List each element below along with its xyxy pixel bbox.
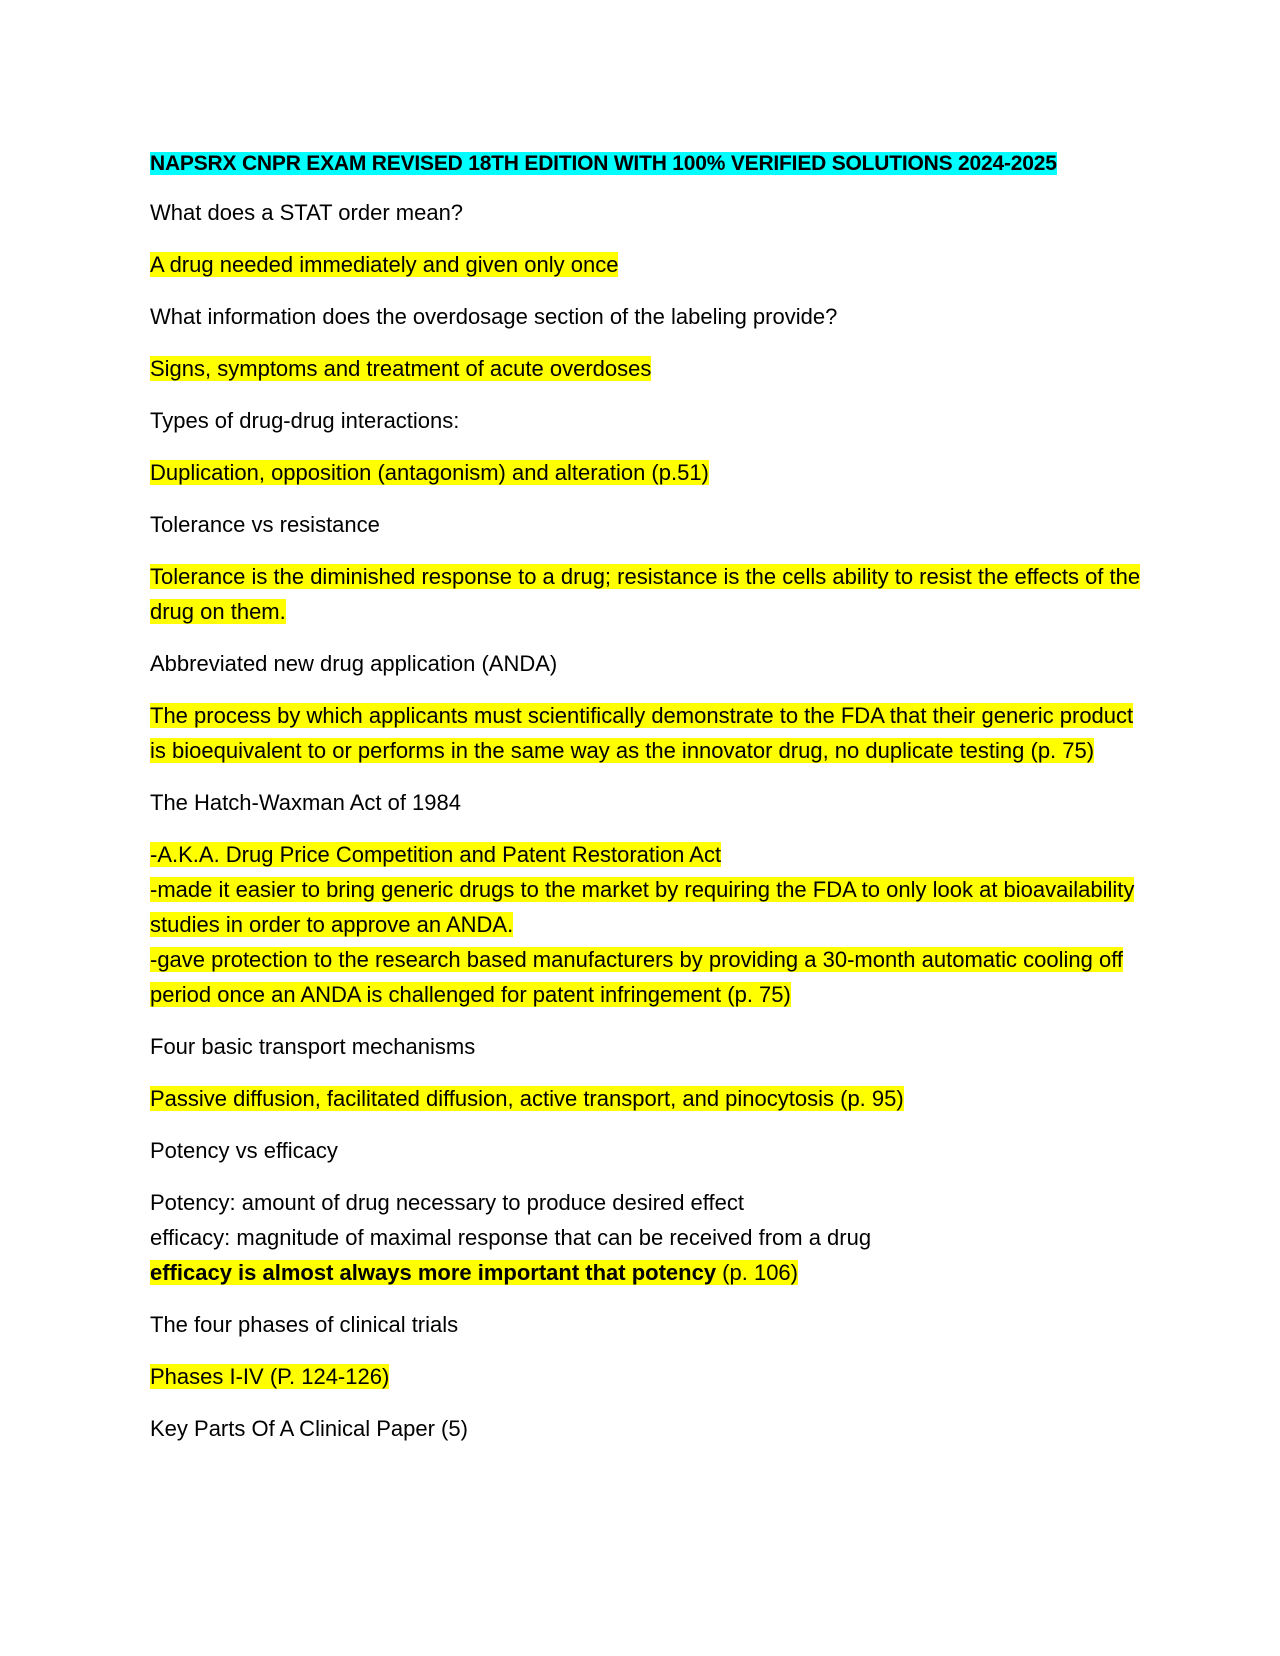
answer-line	[150, 872, 1150, 942]
answer-line	[150, 837, 1150, 872]
question-clinical-paper: Key Parts Of A Clinical Paper (5)	[150, 1416, 468, 1441]
question-anda: Abbreviated new drug application (ANDA)	[150, 651, 558, 676]
answer-line: Potency: amount of drug necessary to produce desired effect	[150, 1190, 744, 1215]
question-clinical-trials: The four phases of clinical trials	[150, 1312, 459, 1337]
answer-text: A drug needed immediately and given only once	[150, 252, 619, 277]
answer-text: Passive diffusion, facilitated diffusion, active transport, and pinocytosis (p. 95)	[150, 1086, 904, 1111]
answer-transport-mechanisms	[150, 1081, 1150, 1116]
answer-clinical-trials	[150, 1359, 1150, 1394]
answer-text: Phases I-IV (P. 124-126)	[150, 1364, 390, 1389]
answer-potency-efficacy	[150, 1185, 1150, 1290]
answer-line: efficacy: magnitude of maximal response that can be received from a drug	[150, 1225, 872, 1250]
question-tolerance-resistance: Tolerance vs resistance	[150, 512, 380, 537]
answer-hatch-waxman	[150, 837, 1150, 1012]
question-stat-order: What does a STAT order mean?	[150, 200, 464, 225]
document-title	[150, 146, 1150, 181]
question-drug-interactions: Types of drug-drug interactions:	[150, 408, 460, 433]
answer-overdosage-section	[150, 351, 1150, 386]
answer-text: The process by which applicants must scientifically demonstrate to the FDA that their generic product is bioequivalent to or performs in the same way as the innovator drug, no duplicate testing (p. 75)	[150, 703, 1134, 763]
answer-line	[150, 1255, 1150, 1290]
answer-line-text: -A.K.A. Drug Price Competition and Patent Restoration Act	[150, 842, 722, 867]
answer-text: Duplication, opposition (antagonism) and alteration (p.51)	[150, 460, 709, 485]
answer-drug-interactions	[150, 455, 1150, 490]
answer-anda	[150, 698, 1150, 768]
document-page	[150, 146, 1150, 1463]
answer-page-ref: (p. 106)	[716, 1260, 798, 1285]
answer-text: Signs, symptoms and treatment of acute overdoses	[150, 356, 652, 381]
question-transport-mechanisms: Four basic transport mechanisms	[150, 1034, 476, 1059]
answer-tolerance-resistance	[150, 559, 1150, 629]
question-hatch-waxman: The Hatch-Waxman Act of 1984	[150, 790, 461, 815]
answer-line	[150, 942, 1150, 1012]
answer-bold-text: efficacy is almost always more important that potency	[150, 1260, 717, 1285]
answer-line-text: -made it easier to bring generic drugs to the market by requiring the FDA to only look at bioavailability studies in order to approve an ANDA.	[150, 877, 1135, 937]
answer-text: Tolerance is the diminished response to a drug; resistance is the cells ability to resist the effects of the drug on them.	[150, 564, 1141, 624]
answer-stat-order	[150, 247, 1150, 282]
question-potency-efficacy: Potency vs efficacy	[150, 1138, 338, 1163]
answer-line-text: -gave protection to the research based manufacturers by providing a 30-month automatic cooling off period once an ANDA is challenged for patent infringement (p. 75)	[150, 947, 1124, 1007]
question-overdosage-section: What information does the overdosage section of the labeling provide?	[150, 304, 838, 329]
title-text: NAPSRX CNPR EXAM REVISED 18TH EDITION WITH 100% VERIFIED SOLUTIONS 2024-2025	[150, 152, 1057, 175]
answer-highlight	[150, 1260, 798, 1285]
